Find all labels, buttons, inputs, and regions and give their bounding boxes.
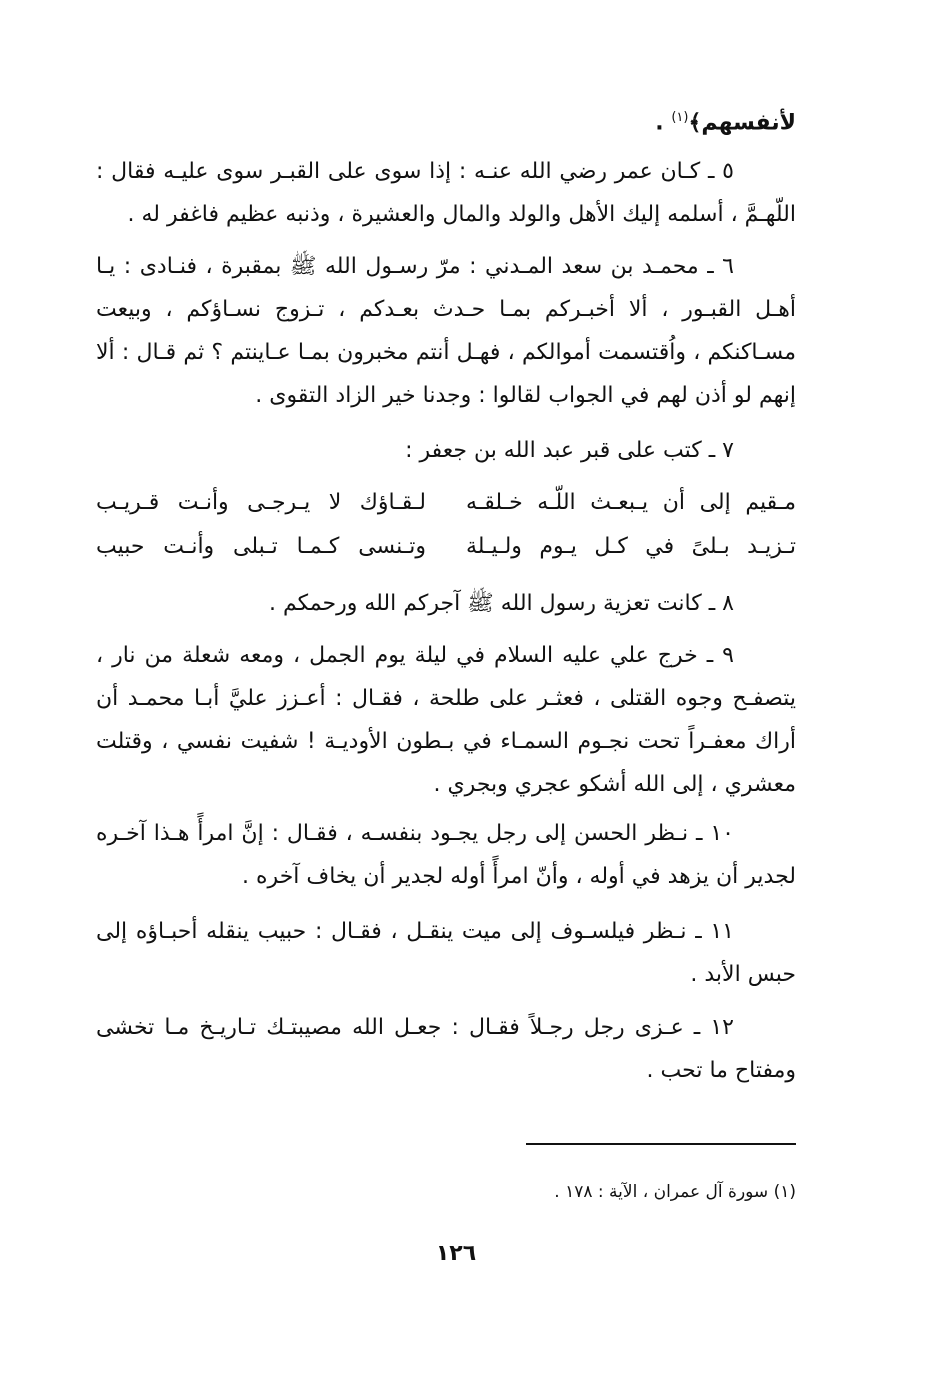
paragraph-8: ٨ ـ كانت تعزية رسول الله ﷺ آجركم الله ورحمكم . [269,591,734,616]
paragraph-7: ٧ ـ كتب على قبر عبد الله بن جعفر : [405,438,734,463]
opening-line [96,96,796,144]
footnote: (١) سورة آل عمران ، الآية : ١٧٨ . [554,1182,796,1202]
verse-line-1 [96,481,796,525]
opening-end: . [655,110,672,136]
paragraph-11: ١١ ـ نـظر فيلسـوف إلى ميت ينقـل ، فقـال : حبيب ينقله أحبـاؤه إلى حبس الأبد . [96,919,796,987]
paragraph-10: ١٠ ـ نـظر الحسن إلى رجل يجـود بنفسـه ، فقـال : إنَّ امرأً هـذا آخـره لجدير أن يزهد في أوله ، وأنّ امرأً أوله لجدير أن يخاف آخره . [96,821,796,889]
paragraph-12: ١٢ ـ عـزى رجل رجـلاً فقـال : جعـل الله مصيبتـك تـاريـخ مـا تخشى ومفتاح ما تحب . [96,1015,796,1083]
verse-line-2 [96,525,796,569]
verse-2-first-hemistich: تـزيـد بـلىً في كـل يـوم ولـيـلة [466,534,796,559]
footnote-marker: (١) [671,110,689,125]
verse-1-first-hemistich: مـقيم إلى أن يـبعـث اللّـه خـلقـه [466,490,796,515]
footnote-divider [526,1143,796,1145]
paragraph-6: ٦ ـ محمـد بن سعد المـدني : مرّ رسـول الله ﷺ بمقبرة ، فنـادى : يـا أهـل القبـور ، ألا أخبـركم بمـا حـدث بعـدكم ، تـزوج نسـاؤكم ، وبيعت مسـاكنكم ، واُقتسمت أموالكم ، فهـل أنتم مخبرون بمـا عـاينتم ؟ ثم قـال : ألا إنهم لو أذن لهم في الجواب لقالوا : وجدنا خير الزاد التقوى . [96,254,796,408]
paragraph-9: ٩ ـ خرج علي عليه السلام في ليلة يوم الجمل ، ومعه شعلة من نار ، يتصفـح وجوه القتلى ، فعثـر على طلحة ، فقـال : أعـزز عليَّ أبـا محمـد أن أراك معفـراً تحت نجـوم السمـاء في بـطون الأوديـة ! شفيت نفسي ، وقتلت معشري ، إلى الله أشكو عجري وبجري . [96,643,796,797]
verse-1-second-hemistich: لـقـاؤك لا يـرجـى وأنـت قـريـب [96,490,426,515]
opening-word: لأنفسهم﴾ [688,110,796,136]
page-number: ١٢٦ [435,1241,477,1266]
paragraph-5: ٥ ـ كـان عمر رضي الله عنـه : إذا سوى على القبـر سوى عليـه فقال : اللّهـمَّ ، أسلمه إليك الأهل والولد والمال والعشيرة ، وذنبه عظيم فاغفر له . [96,159,796,227]
verse-2-second-hemistich: وتـنسى كـمـا تـبلى وأنـت حبيب [96,534,426,559]
